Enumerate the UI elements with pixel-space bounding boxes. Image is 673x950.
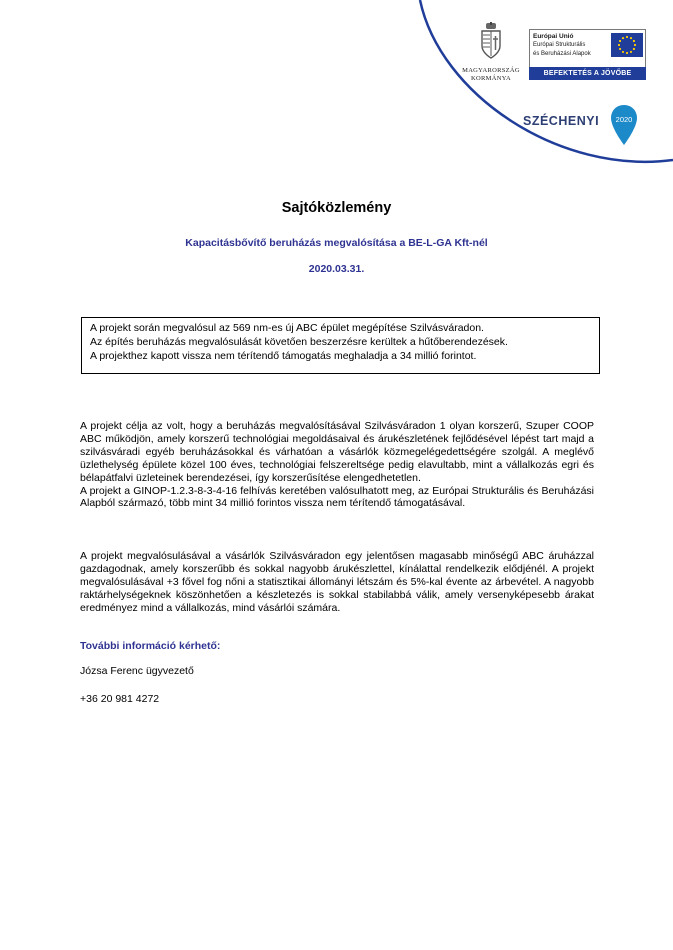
- eu-star: [618, 44, 620, 46]
- info-heading: További információ kérhető:: [80, 640, 221, 652]
- contact-name: Józsa Ferenc ügyvezető: [80, 665, 194, 677]
- summary-box: [81, 317, 600, 374]
- eu-title: Európai Unió: [533, 33, 574, 40]
- government-name: [456, 67, 526, 83]
- eu-star: [630, 51, 632, 53]
- eu-star: [622, 37, 624, 39]
- summary-line: Az építés beruházás megvalósulását követően beszerzésre kerültek a hűtőberendezések.: [90, 336, 508, 348]
- page-title: Sajtóközlemény: [281, 200, 392, 216]
- government-name-line1: MAGYARORSZÁG: [462, 67, 520, 74]
- summary-line: A projekthez kapott vissza nem térítendő támogatás meghaladja a 34 millió forintot.: [90, 350, 477, 362]
- body-paragraph-1: [80, 420, 594, 510]
- eu-star: [619, 40, 621, 42]
- government-logo: [456, 22, 526, 83]
- eu-star: [619, 48, 621, 50]
- szechenyi-label: SZÉCHENYI: [523, 114, 600, 128]
- contact-phone: +36 20 981 4272: [80, 693, 160, 705]
- decorative-arc: [0, 0, 673, 180]
- body-paragraph-1b: A projekt a GINOP-1.2.3-8-3-4-16 felhívás keretében valósulhatott meg, az Európai Strukturális és Beruházási Alapból származó, több mint 34 millió forintos vissza nem térítendő támogatásával.: [80, 484, 594, 510]
- body-paragraph-2: A projekt megvalósulásával a vásárlók Szilvásváradon egy jelentősen magasabb minőségű ABC áruházzal gazdagodnak, amely korszerűbb és sokkal nagyobb árukészlettel, kínálattal rendelkezik elődjénél. A projekt megvalósulásával +3 fővel fog nőni a statisztikai állományi létszám és 5%-kal évente az árbevétel. A nagyobb raktárhelységeknek köszönhetően a készletezés is sokkal stabilabbá válik, amely versenyképesebb árakat eredményez mind a vállalkozás, mind vásárlói számára.: [80, 550, 594, 614]
- eu-star: [634, 44, 636, 46]
- eu-line2: Európai Strukturális: [533, 42, 586, 48]
- press-date: 2020.03.31.: [308, 263, 365, 275]
- szechenyi-badge: 2020: [615, 115, 633, 124]
- eu-banner: BEFEKTETÉS A JÖVŐBE: [529, 67, 646, 80]
- page-subtitle: Kapacitásbővítő beruházás megvalósítása a BE-L-GA Kft-nél: [185, 237, 488, 249]
- hungarian-coat-of-arms-icon: [478, 22, 504, 60]
- eu-star: [622, 51, 624, 53]
- body-paragraph-1a: A projekt célja az volt, hogy a beruházás megvalósításával Szilvásváradon 1 olyan korszerű, Szuper COOP ABC működjön, amely korszerű technológiai megoldásaival és árukészletének fejlődésével lépést tart majd a szilvásváradi egyéb beruházásokkal és várhatóan a vásárlók közmegelégedettségére szolgál. A meglévő üzlethelység épülete közel 100 éves, technológiai felszereltsége pedig elavultabb, mint a vállalkozás egri és bélapátfalvi üzleteinek berendezései, így korszerűsítése elengedhetetlen.: [80, 420, 594, 484]
- eu-star: [633, 40, 635, 42]
- eu-star: [630, 37, 632, 39]
- government-name-line2: KORMÁNYA: [471, 75, 511, 82]
- eu-flag-icon: [611, 33, 643, 57]
- szechenyi-2020-pin-icon: [610, 104, 638, 146]
- eu-logo: [529, 29, 646, 69]
- eu-star: [626, 52, 628, 54]
- eu-star: [633, 48, 635, 50]
- eu-star: [626, 36, 628, 38]
- eu-line3: és Beruházási Alapok: [533, 51, 591, 57]
- summary-line: A projekt során megvalósul az 569 nm-es új ABC épület megépítése Szilvásváradon.: [90, 322, 484, 334]
